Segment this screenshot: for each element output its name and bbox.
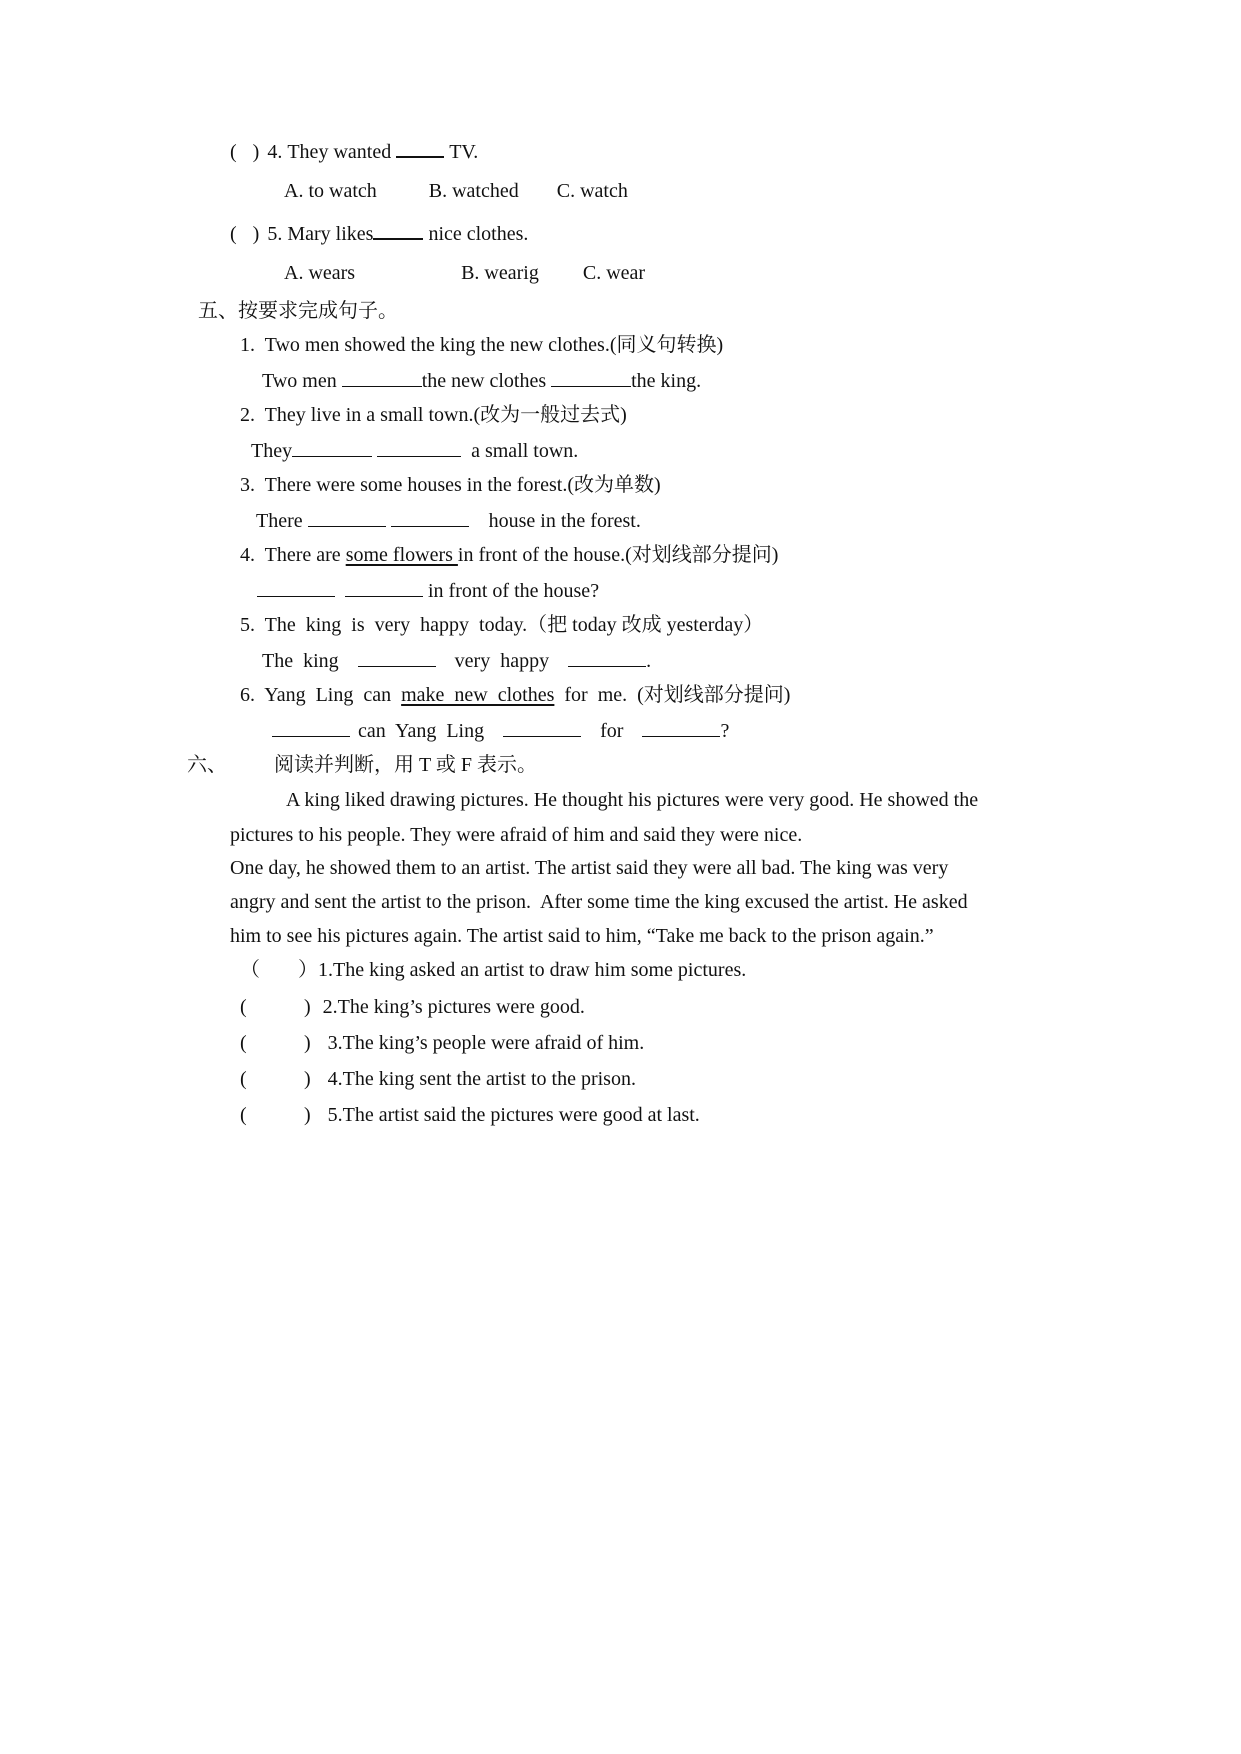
answer-text: the king. — [631, 370, 702, 392]
statement-text: 2.The king’s pictures were good. — [322, 996, 585, 1018]
statement-text: 5.The artist said the pictures were good at last. — [327, 1104, 700, 1126]
answer-blank[interactable] — [292, 438, 372, 457]
question-text-after: nice clothes. — [428, 223, 529, 245]
mc-question-5 — [230, 220, 528, 244]
answer-blank[interactable] — [642, 718, 720, 737]
passage-line — [230, 890, 968, 914]
answer-blank[interactable] — [345, 578, 423, 597]
rewrite-item-4-prompt — [240, 543, 778, 567]
underlined-phrase: make new clothes — [401, 684, 555, 706]
question-text-before: Mary likes — [287, 223, 374, 245]
answer-paren-close: ) — [304, 1068, 311, 1090]
rewrite-item-5-answer — [262, 648, 651, 672]
answer-paren-close: ) — [252, 141, 260, 163]
statement-text: 3.The king’s people were afraid of him. — [327, 1032, 645, 1054]
answer-paren-open: ( — [230, 141, 237, 163]
answer-text: a small town. — [471, 440, 579, 462]
passage-line — [230, 924, 934, 948]
answer-text: can Yang Ling — [358, 720, 485, 742]
answer-text: Two men — [262, 370, 337, 392]
prompt-text: 1. Two men showed the king the new clothes.(同义句转换) — [240, 334, 724, 356]
prompt-text: for me. (对划线部分提问) — [554, 684, 791, 706]
prompt-text: 5. The king is very happy today.（把 today 改成 yesterday） — [240, 614, 764, 636]
passage-text: A king liked drawing pictures. He thought his pictures were very good. He showed the — [286, 789, 979, 811]
rewrite-item-5-prompt — [240, 613, 763, 637]
answer-text: very happy — [454, 650, 550, 672]
answer-blank[interactable] — [551, 368, 631, 387]
answer-paren-open[interactable]: （ — [240, 959, 260, 981]
rewrite-item-2-prompt — [240, 403, 627, 427]
tf-statement-2 — [240, 995, 585, 1019]
rewrite-item-6-answer — [272, 718, 729, 742]
answer-paren-open[interactable]: ( — [240, 1032, 247, 1054]
answer-space[interactable] — [237, 157, 253, 158]
option-a: A. to watch — [284, 180, 377, 202]
tf-statement-1 — [240, 958, 746, 982]
option-b: B. wearig — [461, 262, 539, 284]
option-c: C. wear — [582, 262, 646, 284]
rewrite-item-3-answer — [256, 508, 641, 532]
prompt-text: 3. There were some houses in the forest.(改为单数) — [240, 474, 661, 496]
question-text-before: They wanted — [287, 141, 392, 163]
section-heading-text: 五、按要求完成句子。 — [198, 300, 398, 322]
underlined-phrase: some flowers — [345, 544, 458, 566]
rewrite-item-1-prompt — [240, 333, 723, 357]
passage-line — [230, 856, 948, 880]
statement-text: 1.The king asked an artist to draw him some pictures. — [318, 959, 747, 981]
answer-blank[interactable] — [391, 508, 469, 527]
answer-text: the new clothes — [421, 370, 547, 392]
answer-blank[interactable] — [503, 718, 581, 737]
option-c: C. watch — [556, 180, 628, 202]
passage-text: angry and sent the artist to the prison. After some time the king excused the artist. He asked — [230, 891, 968, 913]
answer-text: . — [646, 650, 652, 672]
rewrite-item-6-prompt — [240, 683, 790, 707]
answer-blank[interactable] — [272, 718, 350, 737]
passage-line — [230, 823, 802, 847]
rewrite-item-3-prompt — [240, 473, 661, 497]
answer-paren-close: ) — [304, 1032, 311, 1054]
section-6-number — [187, 753, 227, 777]
answer-text: They — [251, 440, 293, 462]
answer-paren-close: ） — [298, 959, 318, 981]
passage-text: One day, he showed them to an artist. The artist said they were all bad. The king was very — [230, 857, 949, 879]
prompt-text: in front of the house.(对划线部分提问) — [457, 544, 779, 566]
passage-text: pictures to his people. They were afraid of him and said they were nice. — [230, 824, 803, 846]
mc-options-4 — [284, 179, 628, 203]
answer-paren-close: ) — [304, 996, 311, 1018]
question-text-after: TV. — [449, 141, 479, 163]
answer-paren-open[interactable]: ( — [240, 996, 247, 1018]
option-a: A. wears — [284, 262, 356, 284]
answer-paren-open: ( — [230, 223, 237, 245]
section-heading-text: 阅读并判断，用 T 或 F 表示。 — [274, 754, 537, 776]
answer-text: There — [256, 510, 303, 532]
section-5-heading — [198, 299, 398, 323]
answer-blank[interactable] — [377, 438, 461, 457]
tf-statement-3 — [240, 1031, 644, 1055]
rewrite-item-4-answer — [257, 578, 599, 602]
answer-text: The king — [262, 650, 339, 672]
answer-paren-close: ) — [304, 1104, 311, 1126]
answer-paren-open[interactable]: ( — [240, 1068, 247, 1090]
passage-text: him to see his pictures again. The artist said to him, “Take me back to the prison again.” — [230, 925, 934, 947]
section-6-heading — [274, 753, 537, 777]
option-b: B. watched — [428, 180, 519, 202]
question-number: 5. — [267, 223, 283, 245]
prompt-text: 2. They live in a small town.(改为一般过去式) — [240, 404, 627, 426]
answer-blank[interactable] — [373, 220, 423, 240]
answer-blank[interactable] — [396, 138, 444, 158]
passage-line — [286, 788, 978, 812]
statement-text: 4.The king sent the artist to the prison. — [327, 1068, 636, 1090]
tf-statement-4 — [240, 1067, 636, 1091]
rewrite-item-1-answer — [262, 368, 701, 392]
answer-paren-open[interactable]: ( — [240, 1104, 247, 1126]
answer-text: in front of the house? — [428, 580, 600, 602]
tf-statement-5 — [240, 1103, 700, 1127]
answer-space[interactable] — [237, 239, 253, 240]
answer-blank[interactable] — [568, 648, 646, 667]
answer-text: ? — [720, 720, 730, 742]
question-number: 4. — [267, 141, 283, 163]
answer-text: for — [600, 720, 624, 742]
section-number-text: 六、 — [187, 754, 227, 776]
prompt-text: 4. There are — [240, 544, 346, 566]
rewrite-item-2-answer — [251, 438, 578, 462]
answer-blank[interactable] — [257, 578, 335, 597]
answer-blank[interactable] — [342, 368, 422, 387]
answer-paren-close: ) — [252, 223, 260, 245]
answer-blank[interactable] — [358, 648, 436, 667]
mc-options-5 — [284, 261, 645, 285]
answer-text: house in the forest. — [488, 510, 641, 532]
mc-question-4 — [230, 138, 478, 162]
answer-blank[interactable] — [308, 508, 386, 527]
prompt-text: 6. Yang Ling can — [240, 684, 402, 706]
